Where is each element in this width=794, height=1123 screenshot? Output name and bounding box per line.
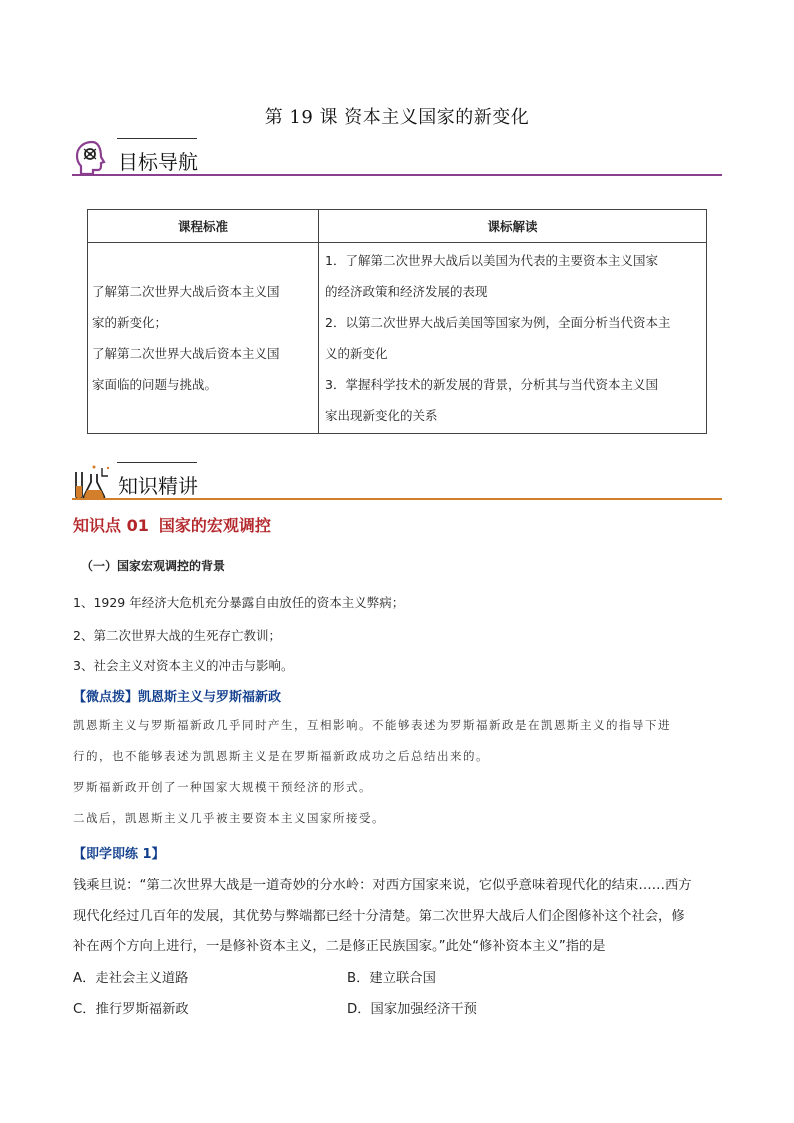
header-top-line xyxy=(117,138,197,139)
curriculum-table xyxy=(87,209,707,434)
interpretation-line: 2．以第二次世界大战后美国等国家为例，全面分析当代资本主 xyxy=(325,315,671,330)
tip-line: 凯恩斯主义与罗斯福新政几乎同时产生，互相影响。不能够表述为罗斯福新政是在凯恩斯主义的指导下进 xyxy=(73,718,671,732)
interpretation-cell xyxy=(319,243,707,434)
standard-line: 了解第二次世界大战后资本主义国 xyxy=(92,346,280,361)
section-header-goals xyxy=(72,138,722,182)
section-rule xyxy=(72,174,722,176)
standard-line: 家面临的问题与挑战。 xyxy=(92,377,218,392)
question-line: 补在两个方向上进行，一是修补资本主义，二是修正民族国家。”此处“修补资本主义”指的是 xyxy=(73,939,606,954)
table-header-standard: 课程标准 xyxy=(88,210,319,243)
option-b: B．建立联合国 xyxy=(347,971,436,986)
background-item: 2、第二次世界大战的生死存亡教训； xyxy=(73,628,281,643)
question-line: 钱乘旦说：“第二次世界大战是一道奇妙的分水岭：对西方国家来说，它似乎意味着现代化的结束……西方 xyxy=(73,878,692,893)
section-header-knowledge xyxy=(72,462,722,506)
standard-cell xyxy=(88,243,319,434)
header-top-line xyxy=(117,462,197,463)
table-row xyxy=(88,243,707,434)
tip-heading: 【微点拨】凯恩斯主义与罗斯福新政 xyxy=(73,690,282,705)
lab-flask-icon xyxy=(72,462,112,502)
table-header-interpretation: 课标解读 xyxy=(319,210,707,243)
background-item: 3、社会主义对资本主义的冲击与影响。 xyxy=(73,658,294,673)
standard-line: 家的新变化； xyxy=(92,315,168,330)
tip-line: 行的，也不能够表述为凯恩斯主义是在罗斯福新政成功之后总结出来的。 xyxy=(73,749,489,763)
interpretation-line: 的经济政策和经济发展的表现 xyxy=(325,284,488,299)
lesson-title: 第 19 课 资本主义国家的新变化 xyxy=(264,107,530,128)
practice-heading: 【即学即练 1】 xyxy=(73,847,165,862)
subheading: （一）国家宏观调控的背景 xyxy=(81,559,226,573)
tip-line: 二战后，凯恩斯主义几乎被主要资本主义国家所接受。 xyxy=(73,811,385,825)
knowledge-point-title xyxy=(73,513,281,536)
option-a: A．走社会主义道路 xyxy=(73,971,189,986)
option-d: D．国家加强经济干预 xyxy=(347,1002,477,1017)
interpretation-line: 1．了解第二次世界大战后以美国为代表的主要资本主义国家 xyxy=(325,253,658,268)
section-heading: 目标导航 xyxy=(118,150,198,174)
question-line: 现代化经过几百年的发展，其优势与弊端都已经十分清楚。第二次世界大战后人们企图修补这个社会，修 xyxy=(73,909,685,924)
interpretation-line: 义的新变化 xyxy=(325,346,388,361)
background-item: 1、1929 年经济大危机充分暴露自由放任的资本主义弊病； xyxy=(73,595,405,610)
section-rule xyxy=(72,498,722,500)
section-heading: 知识精讲 xyxy=(118,474,198,498)
standard-line: 了解第二次世界大战后资本主义国 xyxy=(92,284,280,299)
knowledge-point-name: 国家的宏观调控 xyxy=(158,516,271,535)
table-header-row xyxy=(88,210,707,243)
tip-line: 罗斯福新政开创了一种国家大规模干预经济的形式。 xyxy=(73,780,372,794)
option-c: C．推行罗斯福新政 xyxy=(73,1002,189,1017)
brain-gear-icon xyxy=(72,138,112,178)
interpretation-line: 家出现新变化的关系 xyxy=(325,408,438,423)
interpretation-line: 3．掌握科学技术的新发展的背景，分析其与当代资本主义国 xyxy=(325,377,658,392)
knowledge-point-number: 知识点 01 xyxy=(73,516,149,535)
